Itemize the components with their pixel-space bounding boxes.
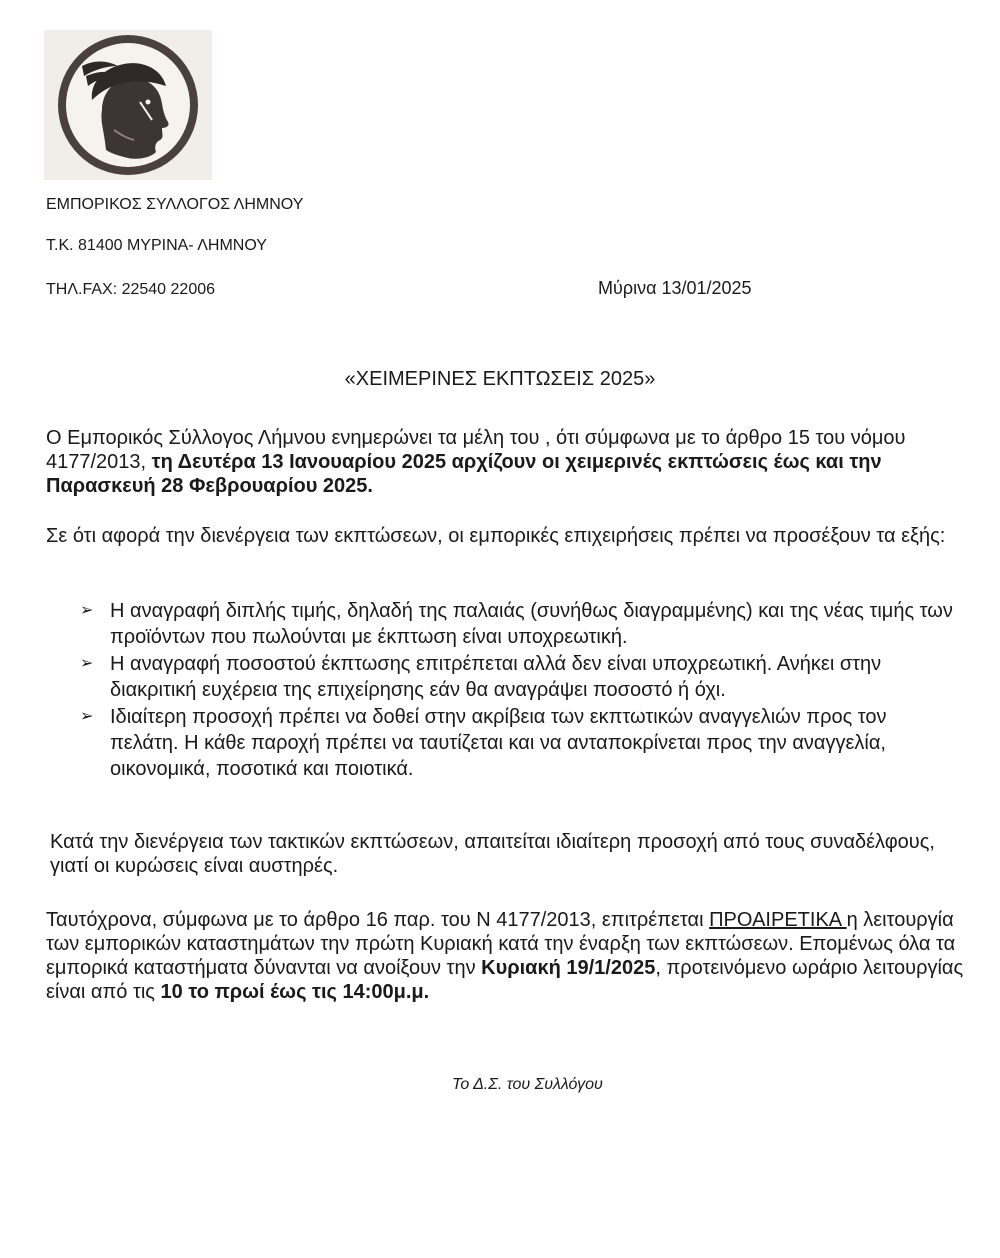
intro-dates: τη Δευτέρα 13 Ιανουαρίου 2025 αρχίζουν οι χειμερινές εκπτώσεις έως και την Παρασκευή 28 Φεβρουαρίου 2025. [46, 451, 882, 497]
arrow-bullet-icon: ➢ [80, 602, 94, 619]
list-item [80, 704, 960, 782]
sunday-text-3: , προτεινόμενο ωράριο λειτουργίας είναι από τις [46, 957, 964, 1003]
sunday-text-1: Ταυτόχρονα, σύμφωνα με το άρθρο 16 παρ. του Ν 4177/2013, επιτρέπεται [46, 909, 710, 931]
sunday-paragraph [46, 908, 966, 1004]
guidance-paragraph: Σε ότι αφορά την διενέργεια των εκπτώσεων, οι εμπορικές επιχειρήσεις πρέπει να προσέξουν τα εξής: [46, 525, 946, 547]
org-phone: ΤΗΛ.FAX: 22540 22006 [46, 281, 216, 298]
org-name: ΕΜΠΟΡΙΚΟΣ ΣΥΛΛΟΓΟΣ ΛΗΜΝΟΥ [46, 196, 304, 213]
hermes-logo [44, 30, 212, 180]
list-item-text: Η αναγραφή διπλής τιμής, δηλαδή της παλαιάς (συνήθως διαγραμμένης) και της νέας τιμής των προϊόντων που πωλούνται με έκπτωση είναι υποχρεωτική. [110, 600, 953, 648]
signature: Το Δ.Σ. του Συλλόγου [452, 1076, 603, 1093]
list-item-text: Η αναγραφή ποσοστού έκπτωσης επιτρέπεται αλλά δεν είναι υποχρεωτική. Ανήκει στην διακριτική ευχέρεια της επιχείρησης εάν θα αναγράψει ποσοστό ή όχι. [110, 653, 882, 701]
warning-paragraph: Κατά την διενέργεια των τακτικών εκπτώσεων, απαιτείται ιδιαίτερη προσοχή από τους συναδέλφους, γιατί οι κυρώσεις είναι αυστηρές. [50, 831, 935, 877]
document-date: Μύρινα 13/01/2025 [598, 278, 752, 298]
opening-hours: 10 το πρωί έως τις 14:00μ.μ. [160, 981, 430, 1003]
sunday-date: Κυριακή 19/1/2025 [481, 957, 656, 979]
arrow-bullet-icon: ➢ [80, 655, 94, 672]
requirements-list [80, 598, 960, 783]
org-address: Τ.Κ. 81400 ΜΥΡΙΝΑ- ΛΗΜΝΟΥ [46, 237, 267, 254]
document-title: «ΧΕΙΜΕΡΙΝΕΣ ΕΚΠΤΩΣΕΙΣ 2025» [344, 368, 656, 390]
optional-underlined: ΠΡΟΑΙΡΕΤΙΚΑ [709, 909, 847, 931]
sunday-text-2: η λειτουργία των εμπορικών καταστημάτων την πρώτη Κυριακή κατά την έναρξη των εκπτώσεων. Επομένως όλα τα εμπορικά καταστήματα δύνανται να ανοίξουν την [46, 909, 956, 979]
intro-paragraph [46, 426, 966, 498]
intro-text: Ο Εμπορικός Σύλλογος Λήμνου ενημερώνει τα μέλη του , ότι σύμφωνα με το άρθρο 15 του νόμου 4177/2013, [46, 427, 906, 473]
list-item [80, 651, 960, 703]
list-item [80, 598, 960, 650]
arrow-bullet-icon: ➢ [80, 708, 94, 725]
list-item-text: Ιδιαίτερη προσοχή πρέπει να δοθεί στην ακρίβεια των εκπτωτικών αναγγελιών προς τον πελάτη. Η κάθε παροχή πρέπει να ταυτίζεται και να ανταποκρίνεται προς την αναγγελία, οικονομικά, ποσοτικά και ποιοτικά. [110, 706, 887, 780]
